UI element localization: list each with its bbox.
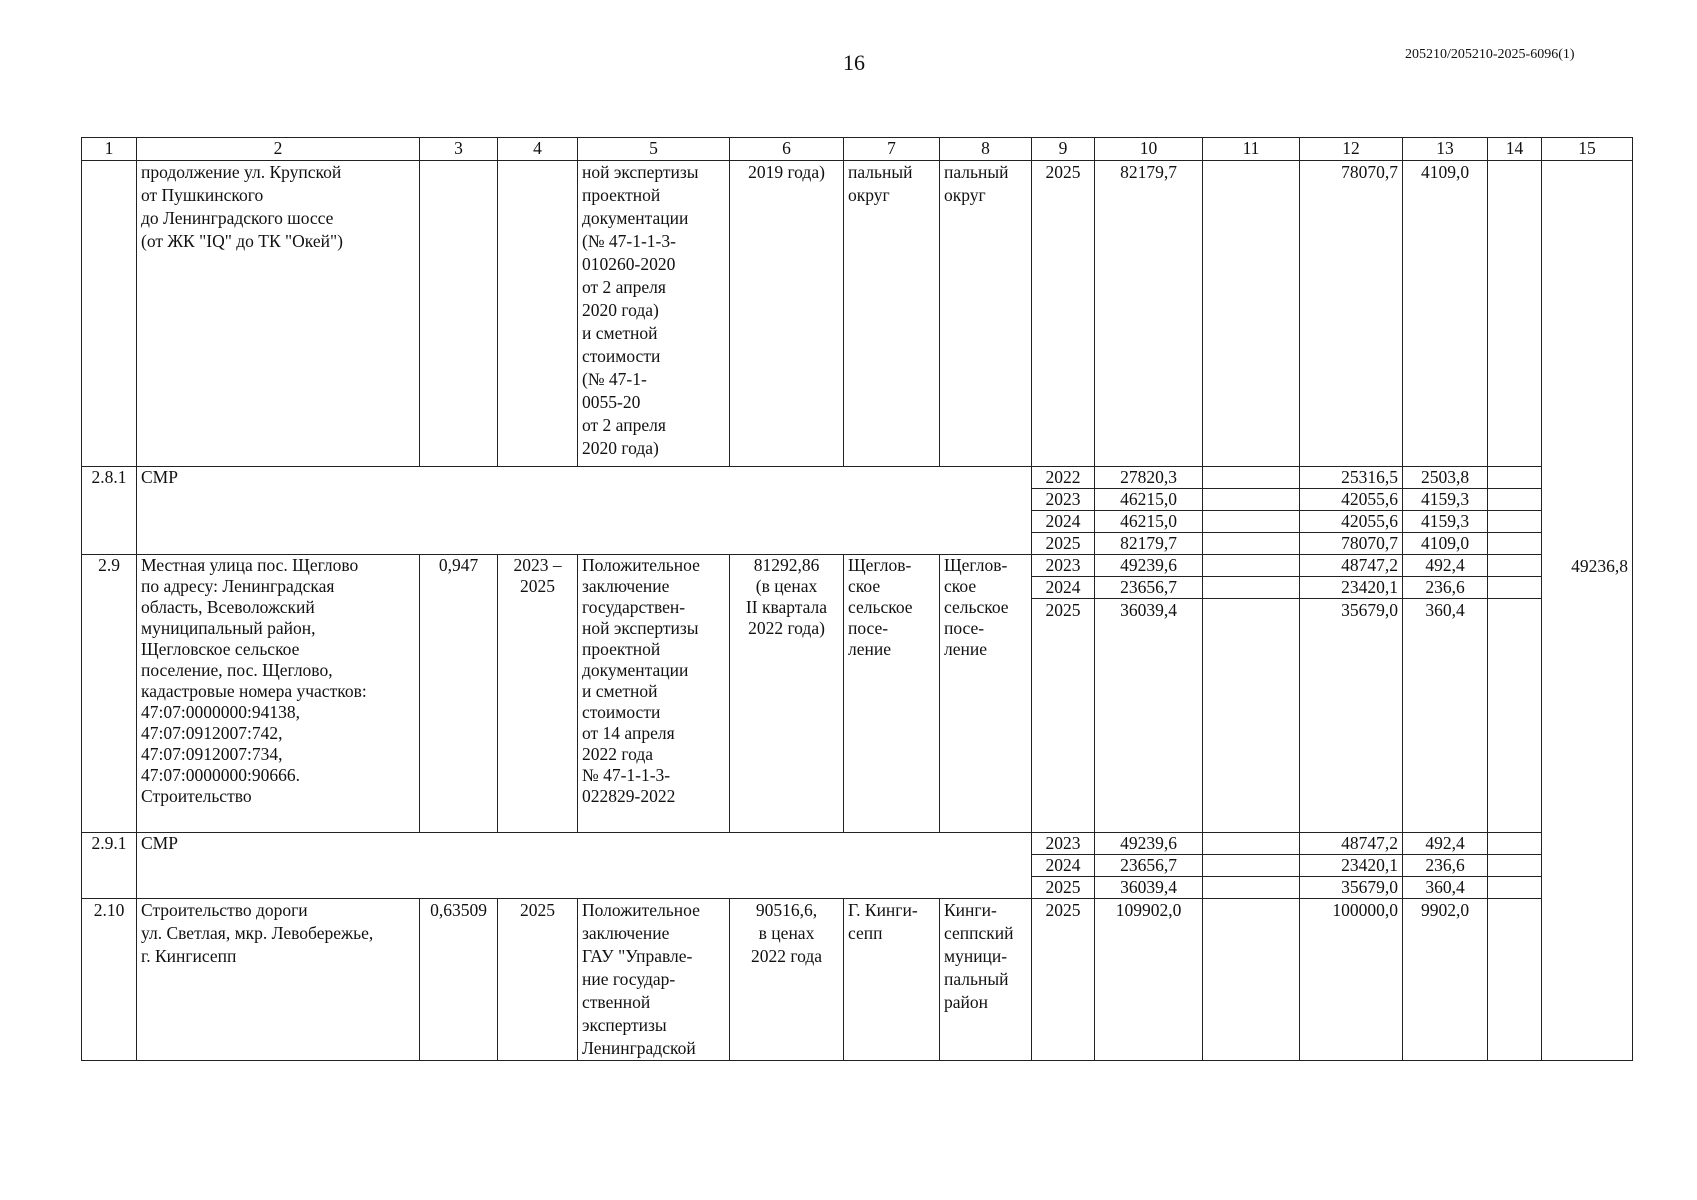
cost-cell: 90516,6, в ценах 2022 года [730,899,844,1061]
federal-cell [1203,489,1300,511]
object-name-cell: Местная улица пос. Щеглово по адресу: Ленинградская область, Всеволожский муниципальный район, Щегловское сельское поселение, пос. Щеглово, кадастровые номера участков: 47:07:0000000:94138, 47:07:0912007:742, 47:07:0912007:734, 47:07:0000000:90666. Строительство [137,555,420,833]
year-cell: 2024 [1032,511,1095,533]
total-cell: 82179,7 [1095,533,1203,555]
local-cell: 492,4 [1403,555,1488,577]
regional-cell: 35679,0 [1300,877,1403,899]
federal-cell [1203,161,1300,467]
document-number: 205210/205210-2025-6096(1) [1405,47,1575,62]
regional-cell: 25316,5 [1300,467,1403,489]
total-cell: 46215,0 [1095,489,1203,511]
period-cell: 2025 [498,899,578,1061]
total-cell: 27820,3 [1095,467,1203,489]
col14-cell [1488,467,1542,489]
period-cell: 2023 – 2025 [498,555,578,833]
object-name-cell: продолжение ул. Крупской от Пушкинского до Ленинградского шоссе (от ЖК "IQ" до ТК "Окей") [137,161,420,467]
customer-cell: Щеглов- ское сельское посе- ление [940,555,1032,833]
column-header: 13 [1403,138,1488,161]
year-cell: 2022 [1032,467,1095,489]
column-header: 9 [1032,138,1095,161]
table-row-2-8-1 [82,467,1633,489]
regional-cell: 42055,6 [1300,511,1403,533]
object-name-cell: Строительство дороги ул. Светлая, мкр. Левобережье, г. Кингисепп [137,899,420,1061]
column-header: 6 [730,138,844,161]
col14-cell [1488,161,1542,467]
col14-cell [1488,511,1542,533]
column-header: 14 [1488,138,1542,161]
total-cell: 49239,6 [1095,555,1203,577]
page-number: 16 [843,50,865,75]
regional-cell: 78070,7 [1300,161,1403,467]
federal-cell [1203,899,1300,1061]
document-cell: ной экспертизы проектной документации (№ 47-1-1-3- 010260-2020 от 2 апреля 2020 года) и сметной стоимости (№ 47-1- 0055-20 от 2 апреля 2020 года) [578,161,730,467]
row-number-cell: 2.9.1 [82,833,137,899]
local-cell: 236,6 [1403,577,1488,599]
work-type-cell: СМР [137,467,1032,555]
federal-cell [1203,467,1300,489]
local-cell: 360,4 [1403,599,1488,833]
column-header: 2 [137,138,420,161]
budget-table [81,137,1633,1061]
table-row-continuation [82,161,1633,467]
table-row-2-9 [82,555,1633,577]
col14-cell [1488,489,1542,511]
customer-cell: Кинги- сеппский муници- пальный район [940,899,1032,1061]
federal-cell [1203,511,1300,533]
col14-cell [1488,533,1542,555]
col14-cell [1488,877,1542,899]
column-header: 11 [1203,138,1300,161]
regional-cell: 23420,1 [1300,855,1403,877]
local-cell: 492,4 [1403,833,1488,855]
regional-cell: 42055,6 [1300,489,1403,511]
col14-cell [1488,577,1542,599]
capacity-cell [420,161,498,467]
year-cell: 2024 [1032,577,1095,599]
year-cell: 2024 [1032,855,1095,877]
municipality-cell: Щеглов- ское сельское посе- ление [844,555,940,833]
table-row-2-9-1 [82,833,1633,855]
year-cell: 2025 [1032,533,1095,555]
document-cell: Положительное заключение ГАУ "Управле- ние государ- ственной экспертизы Ленинградской [578,899,730,1061]
column-header: 7 [844,138,940,161]
total-cell: 23656,7 [1095,855,1203,877]
total-cell: 23656,7 [1095,577,1203,599]
total-cell: 82179,7 [1095,161,1203,467]
column-header: 10 [1095,138,1203,161]
federal-cell [1203,555,1300,577]
column-number-row [82,138,1633,161]
col14-cell [1488,599,1542,833]
capacity-cell: 0,947 [420,555,498,833]
local-cell: 236,6 [1403,855,1488,877]
local-cell: 360,4 [1403,877,1488,899]
column-header: 1 [82,138,137,161]
row-number-cell: 2.10 [82,899,137,1061]
year-cell: 2025 [1032,877,1095,899]
column-header: 4 [498,138,578,161]
document-cell: Положительное заключение государствен- ной экспертизы проектной документации и сметной стоимости от 14 апреля 2022 года № 47-1-1-3- 022829-2022 [578,555,730,833]
column-header: 8 [940,138,1032,161]
row-number-cell: 2.8.1 [82,467,137,555]
row-number-cell: 2.9 [82,555,137,833]
work-type-cell: СМР [137,833,1032,899]
column-header: 15 [1542,138,1633,161]
cost-cell: 2019 года) [730,161,844,467]
regional-cell: 23420,1 [1300,577,1403,599]
total-cell: 49239,6 [1095,833,1203,855]
regional-cell: 48747,2 [1300,833,1403,855]
local-cell: 4109,0 [1403,533,1488,555]
column-header: 12 [1300,138,1403,161]
col14-cell [1488,899,1542,1061]
year-cell: 2023 [1032,555,1095,577]
federal-cell [1203,599,1300,833]
local-cell: 4159,3 [1403,489,1488,511]
year-cell: 2025 [1032,599,1095,833]
total-cell: 36039,4 [1095,599,1203,833]
year-cell: 2025 [1032,161,1095,467]
year-cell: 2023 [1032,833,1095,855]
customer-cell: пальный округ [940,161,1032,467]
year-cell: 2025 [1032,899,1095,1061]
regional-cell: 78070,7 [1300,533,1403,555]
col14-cell [1488,833,1542,855]
total-cell: 46215,0 [1095,511,1203,533]
col15-value: 49236,8 [1571,556,1628,576]
regional-cell: 35679,0 [1300,599,1403,833]
year-cell: 2023 [1032,489,1095,511]
local-cell: 4109,0 [1403,161,1488,467]
regional-cell: 100000,0 [1300,899,1403,1061]
federal-cell [1203,533,1300,555]
total-cell: 36039,4 [1095,877,1203,899]
municipality-cell: пальный округ [844,161,940,467]
row-number-cell [82,161,137,467]
column-header: 3 [420,138,498,161]
period-cell [498,161,578,467]
local-cell: 2503,8 [1403,467,1488,489]
local-cell: 9902,0 [1403,899,1488,1061]
local-cell: 4159,3 [1403,511,1488,533]
col14-cell [1488,855,1542,877]
federal-cell [1203,577,1300,599]
total-cell: 109902,0 [1095,899,1203,1061]
federal-cell [1203,855,1300,877]
table-row-2-10 [82,899,1633,1061]
municipality-cell: Г. Кинги- сепп [844,899,940,1061]
col14-cell [1488,555,1542,577]
cost-cell: 81292,86 (в ценах II квартала 2022 года) [730,555,844,833]
capacity-cell: 0,63509 [420,899,498,1061]
regional-cell: 48747,2 [1300,555,1403,577]
column-header: 5 [578,138,730,161]
federal-cell [1203,877,1300,899]
col15-cell [1542,161,1633,1061]
federal-cell [1203,833,1300,855]
